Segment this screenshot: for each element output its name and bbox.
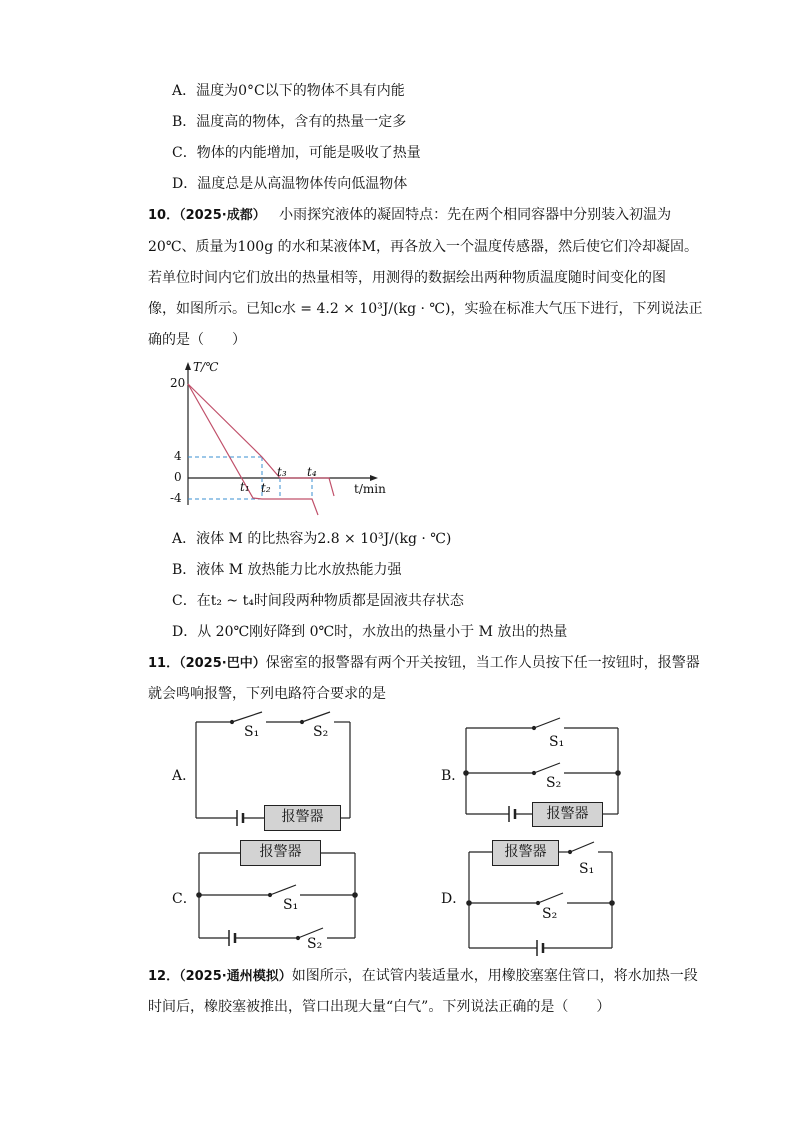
q9-option-c: C．物体的内能增加，可能是吸收了热量 bbox=[172, 145, 421, 161]
q9-option-a: A．温度为0°C以下的物体不具有内能 bbox=[172, 83, 405, 99]
q10-number: 10． bbox=[148, 208, 180, 223]
q12-source: （2025·通州模拟） bbox=[179, 969, 292, 984]
q10-stem-line-3: 若单位时间内它们放出的热量相等，用测得的数据绘出两种物质温度随时间变化的图 bbox=[148, 270, 666, 286]
q10-text-1: 小雨探究液体的凝固特点：先在两个相同容器中分别装入初温为 bbox=[279, 207, 672, 223]
q9-option-d: D．温度总是从高温物体传向低温物体 bbox=[172, 176, 408, 192]
t4-label: t₄ bbox=[307, 465, 317, 479]
q10-stem-line-2: 20℃、质量为100g 的水和某液体M，再各放入一个温度传感器，然后使它们冷却凝固。 bbox=[148, 239, 698, 255]
circuit-a-letter: A． bbox=[172, 768, 197, 784]
q9-option-b: B．温度高的物体，含有的热量一定多 bbox=[172, 114, 407, 130]
circuit-c-letter: C． bbox=[172, 891, 197, 907]
y-tick-4: 4 bbox=[174, 449, 182, 463]
circuit-a-s1: S₁ bbox=[244, 724, 260, 740]
circuit-a-alarm: 报警器 bbox=[264, 805, 341, 831]
circuit-d-alarm: 报警器 bbox=[492, 840, 559, 866]
x-axis-label: t/min bbox=[354, 482, 386, 496]
t2-label: t₂ bbox=[261, 481, 271, 495]
q12-stem-line-1 bbox=[148, 966, 698, 987]
y-tick-0: 0 bbox=[174, 470, 182, 484]
circuit-c-s1: S₁ bbox=[283, 897, 299, 913]
q10-option-a: A．液体 M 的比热容为2.8 × 10³J/(kg · ℃) bbox=[172, 531, 452, 547]
y-axis-label: T/℃ bbox=[193, 360, 219, 374]
t3-label: t₃ bbox=[277, 465, 287, 479]
q10-stem-line-5: 确的是（ ） bbox=[148, 332, 246, 348]
circuit-c-s2: S₂ bbox=[307, 936, 323, 952]
circuit-b-alarm: 报警器 bbox=[532, 802, 603, 827]
circuit-c bbox=[197, 853, 357, 946]
q10-source: （2025·成都） bbox=[179, 208, 266, 223]
q12-text-1: 如图所示，在试管内装适量水，用橡胶塞塞住管口，将水加热一段 bbox=[291, 968, 698, 984]
circuit-b-s1: S₁ bbox=[549, 734, 565, 750]
q12-number: 12． bbox=[148, 969, 180, 984]
q11-stem-line-2: 就会鸣响报警，下列电路符合要求的是 bbox=[148, 686, 386, 702]
q11-source: （2025·巴中） bbox=[179, 656, 266, 671]
circuit-b-letter: B． bbox=[441, 768, 466, 784]
circuit-d-s2: S₂ bbox=[542, 906, 558, 922]
y-tick-20: 20 bbox=[170, 376, 186, 390]
q10-option-c: C．在t₂ ~ t₄时间段两种物质都是固液共存状态 bbox=[172, 593, 464, 609]
q11-number: 11． bbox=[148, 656, 180, 671]
circuit-d-s1: S₁ bbox=[579, 861, 595, 877]
q12-stem-line-2: 时间后，橡胶塞被推出，管口出现大量“白气”。下列说法正确的是（ ） bbox=[148, 999, 611, 1015]
q11-text-1: 保密室的报警器有两个开关按钮，当工作人员按下任一按钮时，报警器 bbox=[265, 655, 700, 671]
y-tick-neg4: -4 bbox=[170, 491, 182, 505]
q10-option-b: B．液体 M 放热能力比水放热能力强 bbox=[172, 562, 402, 578]
circuit-b-s2: S₂ bbox=[546, 775, 562, 791]
circuit-d-letter: D． bbox=[441, 891, 467, 907]
t1-label: t₁ bbox=[240, 480, 250, 494]
q10-option-d: D．从 20℃刚好降到 0℃时，水放出的热量小于 M 放出的热量 bbox=[172, 624, 568, 640]
circuit-a-s2: S₂ bbox=[313, 724, 329, 740]
q10-stem-line-4: 像，如图所示。已知c水 = 4.2 × 10³J/(kg · ℃)，实验在标准大气压下进行，下列说法正 bbox=[148, 301, 703, 317]
circuit-c-alarm: 报警器 bbox=[240, 840, 321, 866]
